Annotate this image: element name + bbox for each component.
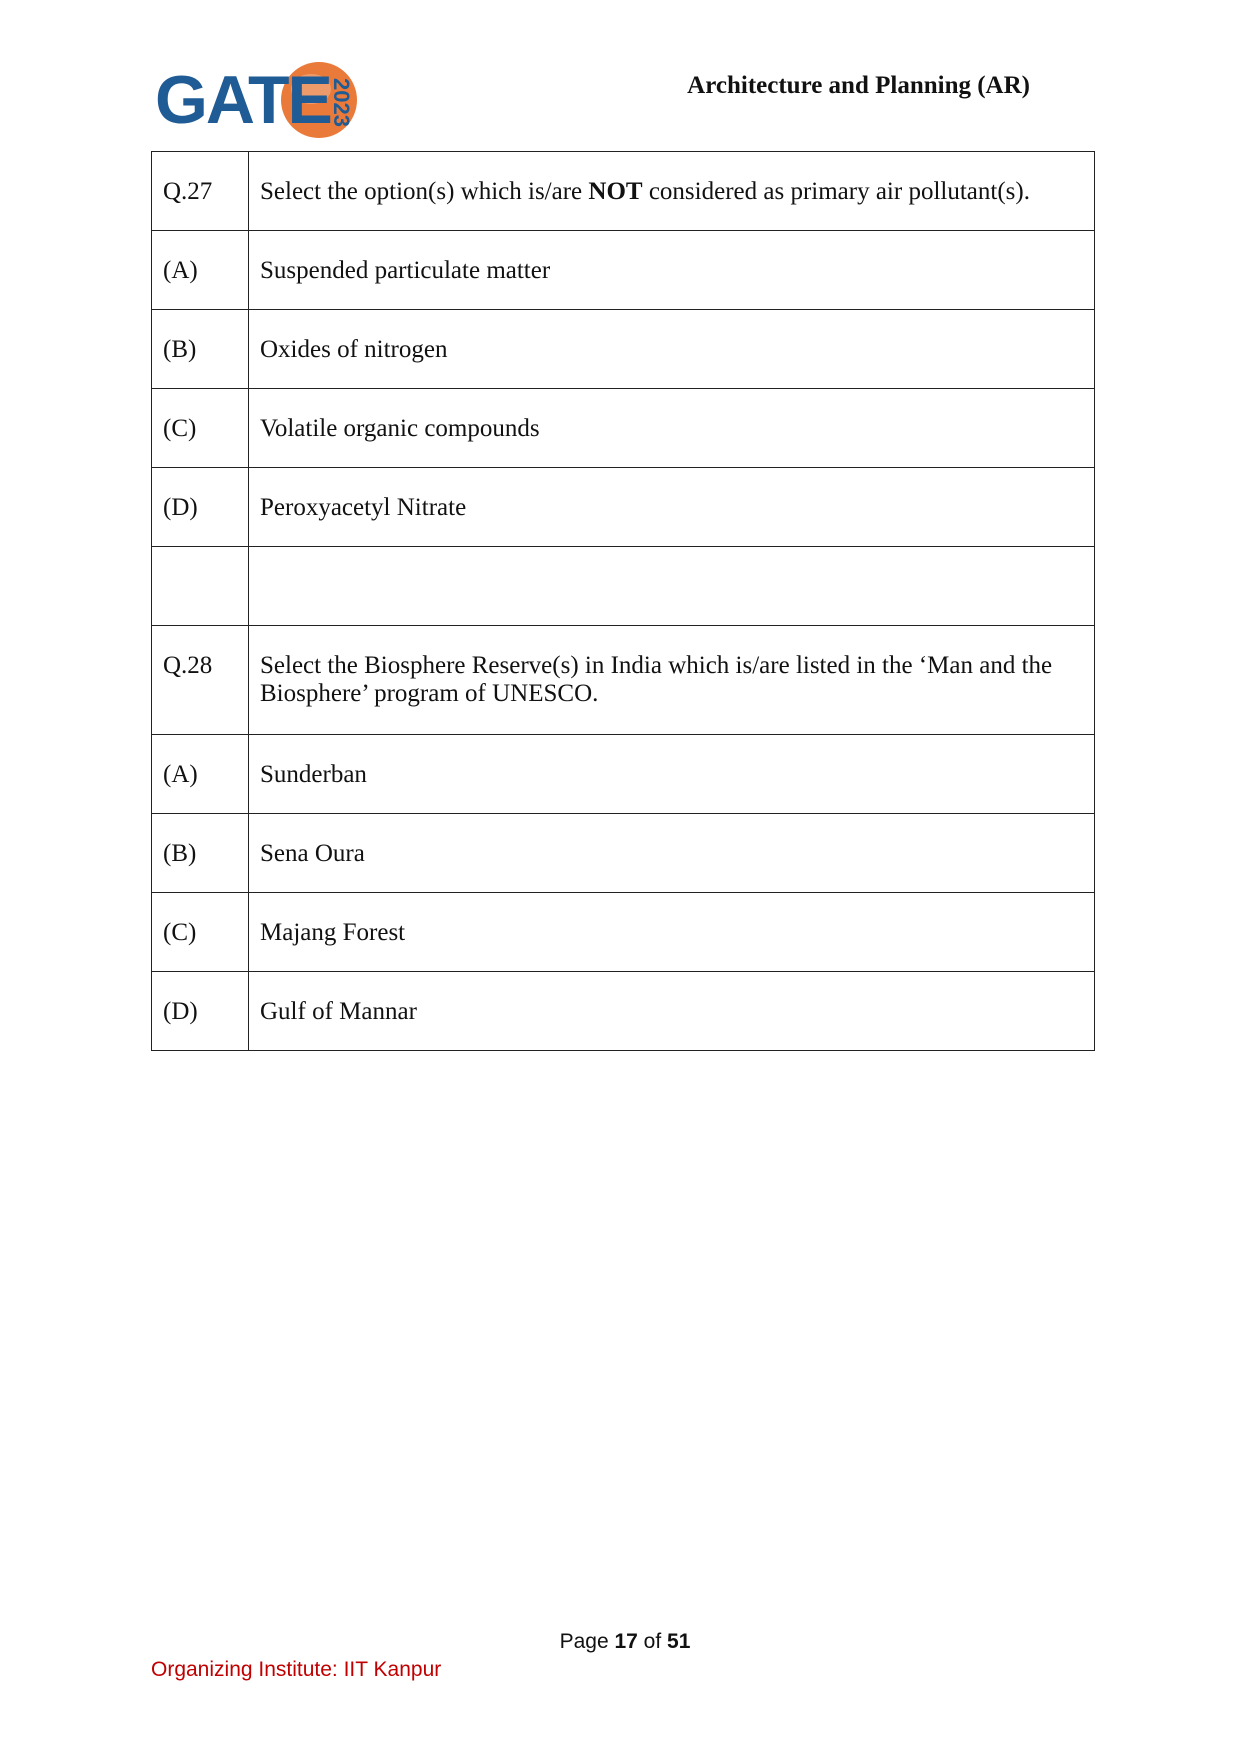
option-text: Gulf of Mannar	[249, 972, 1095, 1051]
question-row	[152, 152, 1095, 231]
option-row	[152, 972, 1095, 1051]
option-row	[152, 814, 1095, 893]
spacer-row	[152, 547, 1095, 626]
question-row	[152, 626, 1095, 735]
gate-2023-logo	[155, 60, 355, 140]
option-label: (B)	[152, 310, 249, 389]
option-row	[152, 310, 1095, 389]
option-text: Majang Forest	[249, 893, 1095, 972]
option-label: (A)	[152, 231, 249, 310]
option-text: Volatile organic compounds	[249, 389, 1095, 468]
logo-year: 2023	[329, 77, 354, 127]
option-text: Sena Oura	[249, 814, 1095, 893]
question-table	[151, 151, 1095, 1051]
option-label: (C)	[152, 389, 249, 468]
option-text: Suspended particulate matter	[249, 231, 1095, 310]
option-row	[152, 389, 1095, 468]
option-text: Oxides of nitrogen	[249, 310, 1095, 389]
option-label: (C)	[152, 893, 249, 972]
option-text: Peroxyacetyl Nitrate	[249, 468, 1095, 547]
option-label: (A)	[152, 735, 249, 814]
option-row	[152, 231, 1095, 310]
option-row	[152, 893, 1095, 972]
option-row	[152, 735, 1095, 814]
option-label: (D)	[152, 468, 249, 547]
option-label: (D)	[152, 972, 249, 1051]
emphasis-text: NOT	[588, 178, 643, 205]
logo-word: GATE	[155, 62, 331, 138]
page-number: Page 17 of 51	[559, 1630, 691, 1653]
paper-title: Architecture and Planning (AR)	[687, 72, 1030, 99]
option-label: (B)	[152, 814, 249, 893]
option-text: Sunderban	[249, 735, 1095, 814]
question-number: Q.27	[152, 152, 249, 231]
option-row	[152, 468, 1095, 547]
empty-cell	[152, 547, 249, 626]
empty-cell	[249, 547, 1095, 626]
organizing-institute: Organizing Institute: IIT Kanpur	[151, 1658, 442, 1681]
question-text: Select the Biosphere Reserve(s) in India which is/are listed in the ‘Man and the Biosphere’ program of UNESCO.	[249, 626, 1095, 735]
question-number: Q.28	[152, 626, 249, 735]
question-text: Select the option(s) which is/are NOT considered as primary air pollutant(s).	[249, 152, 1095, 231]
